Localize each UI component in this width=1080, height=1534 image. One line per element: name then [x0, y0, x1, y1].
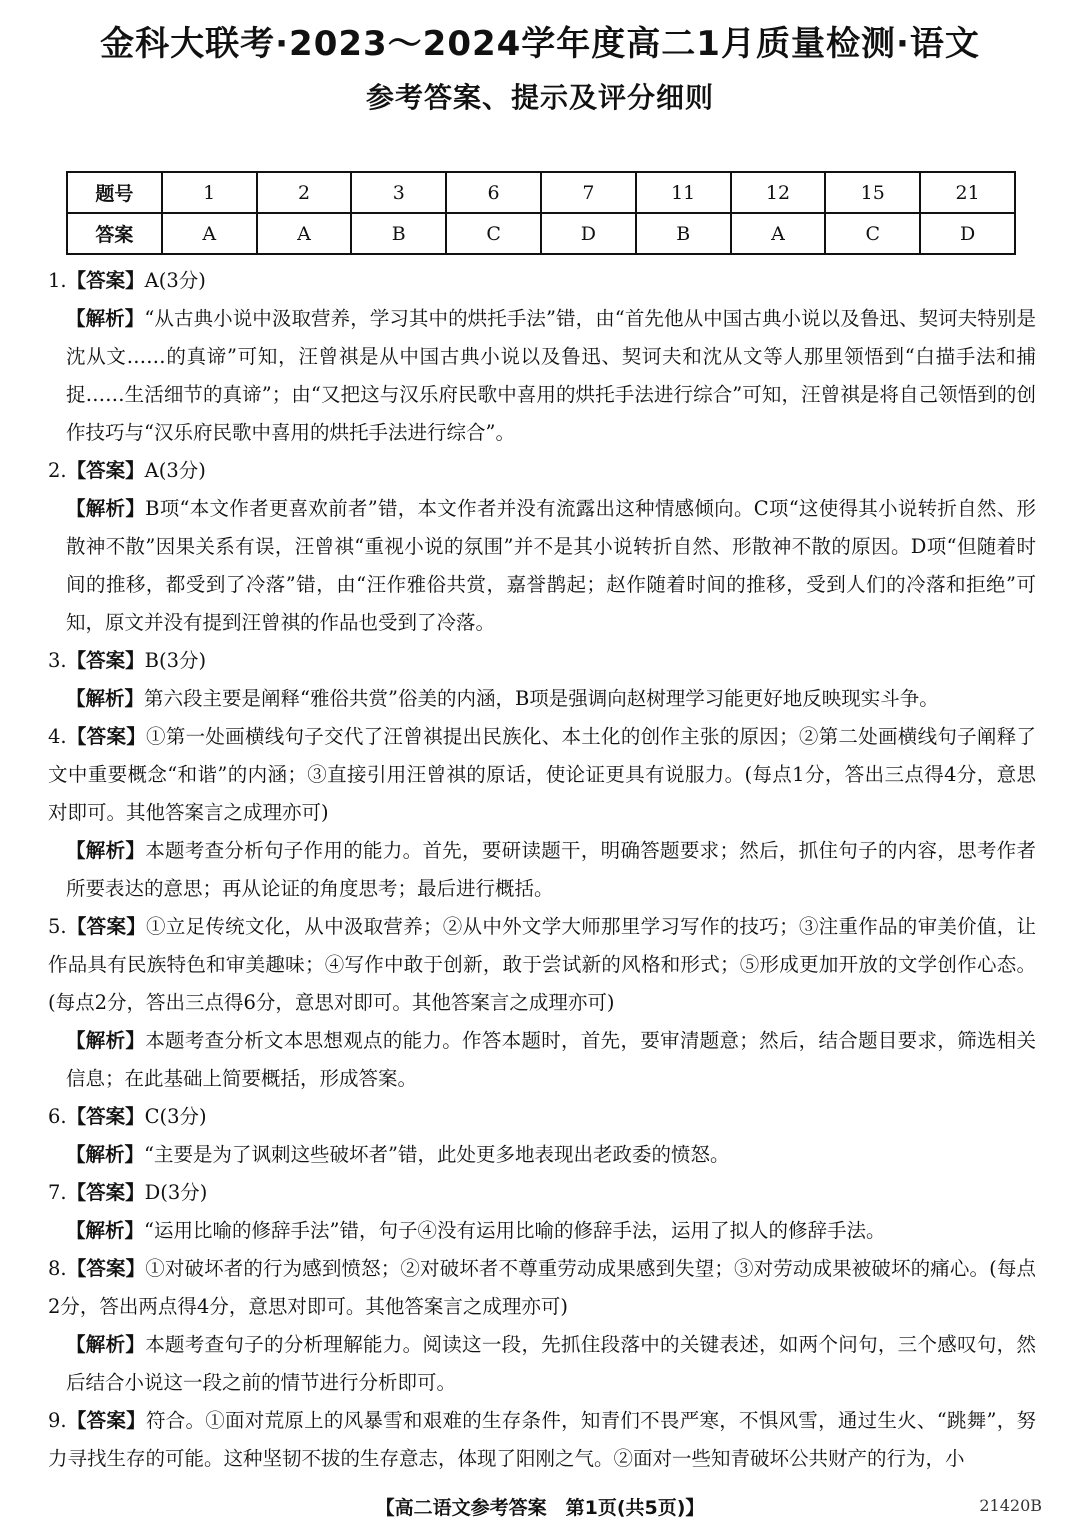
answer-text: B(3分)	[144, 649, 207, 672]
document-code: 21420B	[979, 1496, 1042, 1515]
analysis-tag: 【解析】	[66, 1219, 145, 1242]
analysis-text: “从古典小说中汲取营养，学习其中的烘托手法”错，由“首先他从中国古典小说以及鲁迅、契诃夫特别是沈从文……的真谛”可知，汪曾祺是从中国古典小说以及鲁迅、契诃夫和沈从文等人那里领悟到“白描手法和捕捉……生活细节的真谛”；由“又把这与汉乐府民歌中喜用的烘托手法进行综合”可知，汪曾祺是将自己领悟到的创作技巧与“汉乐府民歌中喜用的烘托手法进行综合”。	[66, 307, 1036, 444]
item-number: 4.	[48, 725, 67, 748]
question-number-cell: 12	[731, 172, 826, 213]
answer-tag: 【答案】	[66, 915, 147, 938]
analysis-paragraph	[66, 1212, 1036, 1250]
answer-item-6	[48, 1098, 1036, 1174]
answer-cell: C	[825, 213, 920, 254]
answer-cell: B	[351, 213, 446, 254]
item-number: 1.	[48, 269, 67, 292]
analysis-paragraph	[66, 1326, 1036, 1402]
answer-cell: A	[257, 213, 352, 254]
answer-cell: B	[636, 213, 731, 254]
answer-table-answer-row	[67, 213, 1015, 254]
answer-text: ①对破坏者的行为感到愤怒；②对破坏者不尊重劳动成果感到失望；③对劳动成果被破坏的痛心。(每点2分，答出两点得4分，意思对即可。其他答案言之成理亦可)	[48, 1257, 1036, 1318]
analysis-paragraph	[66, 300, 1036, 452]
answer-text: A(3分)	[144, 459, 206, 482]
analysis-text: “主要是为了讽刺这些破坏者”错，此处更多地表现出老政委的愤怒。	[144, 1143, 730, 1166]
answer-paragraph	[48, 1402, 1036, 1478]
question-number-cell: 21	[920, 172, 1015, 213]
item-number: 6.	[48, 1105, 67, 1128]
page-title: 金科大联考·2023～2024学年度高二1月质量检测·语文	[100, 24, 980, 64]
answer-table-header-label: 题号	[67, 172, 162, 213]
item-number: 8.	[48, 1257, 67, 1280]
answer-text: C(3分)	[144, 1105, 207, 1128]
question-number-cell: 2	[257, 172, 352, 213]
answer-cell: D	[920, 213, 1015, 254]
answer-tag: 【答案】	[66, 1181, 145, 1204]
item-number: 7.	[48, 1181, 67, 1204]
item-number: 9.	[48, 1409, 67, 1432]
analysis-text: 第六段主要是阐释“雅俗共赏”俗美的内涵，B项是强调向赵树理学习能更好地反映现实斗争。	[144, 687, 939, 710]
answer-item-1	[48, 262, 1036, 452]
analysis-paragraph	[66, 832, 1036, 908]
page-footer: 【高二语文参考答案 第1页(共5页)】	[375, 1497, 705, 1519]
analysis-text: 本题考查分析句子作用的能力。首先，要研读题干，明确答题要求；然后，抓住句子的内容，思考作者所要表达的意思；再从论证的角度思考；最后进行概括。	[66, 839, 1036, 900]
answer-text: ①立足传统文化，从中汲取营养；②从中外文学大师那里学习写作的技巧；③注重作品的审美价值，让作品具有民族特色和审美趣味；④写作中敢于创新，敢于尝试新的风格和形式；⑤形成更加开放的文学创作心态。(每点2分，答出三点得6分，意思对即可。其他答案言之成理亦可)	[48, 915, 1036, 1014]
question-number-cell: 3	[351, 172, 446, 213]
question-number-cell: 7	[541, 172, 636, 213]
answer-text: D(3分)	[144, 1181, 208, 1204]
answer-tag: 【答案】	[66, 459, 145, 482]
analysis-tag: 【解析】	[66, 839, 146, 862]
analysis-paragraph	[66, 680, 1036, 718]
answer-item-5	[48, 908, 1036, 1098]
item-number: 5.	[48, 915, 67, 938]
answer-item-2	[48, 452, 1036, 642]
answer-tag: 【答案】	[66, 649, 145, 672]
analysis-tag: 【解析】	[66, 1029, 146, 1052]
answer-item-8	[48, 1250, 1036, 1402]
page-subtitle: 参考答案、提示及评分细则	[365, 81, 714, 114]
answer-text: 符合。①面对荒原上的风暴雪和艰难的生存条件，知青们不畏严寒，不惧风雪，通过生火、“跳舞”，努力寻找生存的可能。这种坚韧不拔的生存意志，体现了阳刚之气。②面对一些知青破坏公共财产的行为，小	[48, 1409, 1036, 1470]
analysis-tag: 【解析】	[66, 497, 146, 520]
answer-cell: C	[446, 213, 541, 254]
analysis-text: 本题考查分析文本思想观点的能力。作答本题时，首先，要审清题意；然后，结合题目要求，筛选相关信息；在此基础上简要概括，形成答案。	[66, 1029, 1036, 1090]
analysis-tag: 【解析】	[66, 687, 145, 710]
analysis-tag: 【解析】	[66, 1333, 146, 1356]
answer-line	[48, 1174, 1036, 1212]
item-number: 3.	[48, 649, 67, 672]
answer-paragraph	[48, 1250, 1036, 1326]
analysis-tag: 【解析】	[66, 1143, 145, 1166]
answer-paragraph	[48, 718, 1036, 832]
item-number: 2.	[48, 459, 67, 482]
answer-line	[48, 262, 1036, 300]
answer-text: ①第一处画横线句子交代了汪曾祺提出民族化、本土化的创作主张的原因；②第二处画横线句子阐释了文中重要概念“和谐”的内涵；③直接引用汪曾祺的原话，使论证更具有说服力。(每点1分，答出三点得4分，意思对即可。其他答案言之成理亦可)	[48, 725, 1036, 824]
question-number-cell: 1	[162, 172, 257, 213]
question-number-cell: 15	[825, 172, 920, 213]
answer-table-header-row	[67, 172, 1015, 213]
answer-explanations	[48, 262, 1036, 1478]
answer-line	[48, 642, 1036, 680]
analysis-paragraph	[66, 1136, 1036, 1174]
analysis-tag: 【解析】	[66, 307, 145, 330]
answer-tag: 【答案】	[66, 1105, 145, 1128]
answer-cell: A	[731, 213, 826, 254]
answer-line	[48, 1098, 1036, 1136]
answer-text: A(3分)	[144, 269, 206, 292]
answer-tag: 【答案】	[66, 269, 145, 292]
answer-tag: 【答案】	[66, 1409, 146, 1432]
answer-tag: 【答案】	[66, 1257, 146, 1280]
analysis-text: B项“本文作者更喜欢前者”错，本文作者并没有流露出这种情感倾向。C项“这使得其小说转折自然、形散神不散”因果关系有误，汪曾祺“重视小说的氛围”并不是其小说转折自然、形散神不散的原因。D项“但随着时间的推移，都受到了冷落”错，由“汪作雅俗共赏，嘉誉鹊起；赵作随着时间的推移，受到人们的冷落和拒绝”可知，原文并没有提到汪曾祺的作品也受到了冷落。	[66, 497, 1036, 634]
answer-item-3	[48, 642, 1036, 718]
answer-item-7	[48, 1174, 1036, 1250]
analysis-text: “运用比喻的修辞手法”错，句子④没有运用比喻的修辞手法，运用了拟人的修辞手法。	[144, 1219, 886, 1242]
answer-line	[48, 452, 1036, 490]
answer-paragraph	[48, 908, 1036, 1022]
answer-table-answer-label: 答案	[67, 213, 162, 254]
answer-cell: A	[162, 213, 257, 254]
answer-tag: 【答案】	[66, 725, 147, 748]
answer-table	[66, 171, 1016, 255]
analysis-paragraph	[66, 1022, 1036, 1098]
answer-item-9	[48, 1402, 1036, 1478]
analysis-text: 本题考查句子的分析理解能力。阅读这一段，先抓住段落中的关键表述，如两个问句，三个感叹句，然后结合小说这一段之前的情节进行分析即可。	[66, 1333, 1036, 1394]
question-number-cell: 6	[446, 172, 541, 213]
question-number-cell: 11	[636, 172, 731, 213]
answer-item-4	[48, 718, 1036, 908]
analysis-paragraph	[66, 490, 1036, 642]
answer-cell: D	[541, 213, 636, 254]
